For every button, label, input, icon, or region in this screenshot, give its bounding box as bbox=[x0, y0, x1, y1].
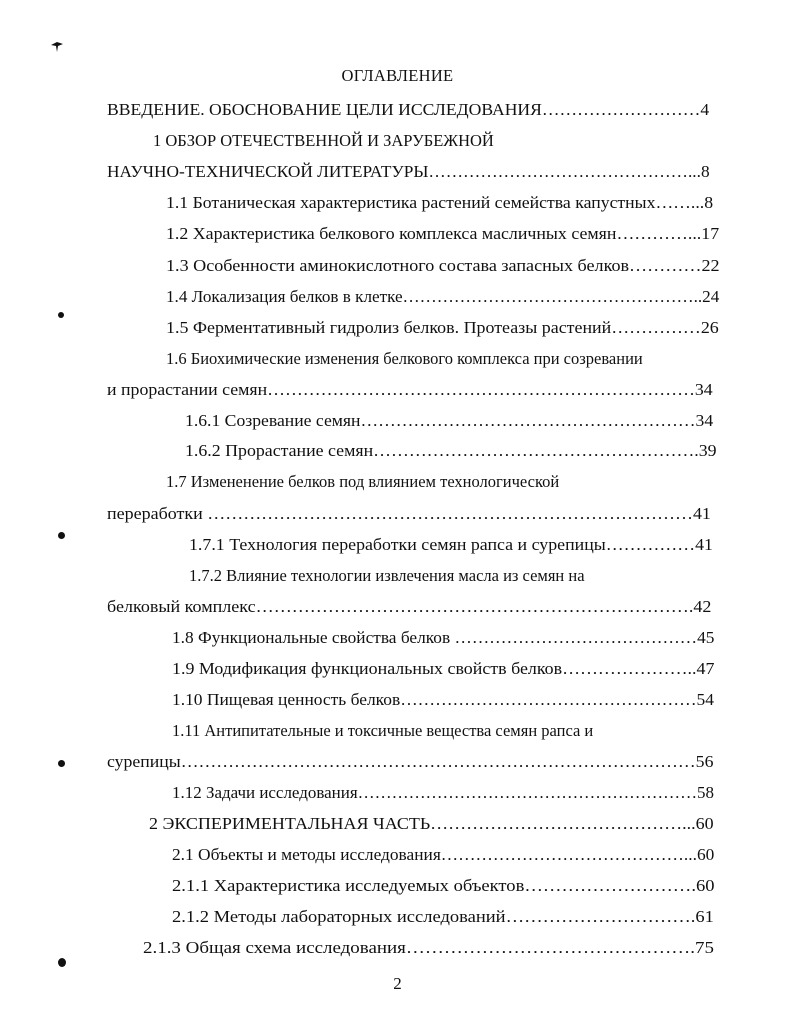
toc-entry-intro: ВВЕДЕНИЕ. ОБОСНОВАНИЕ ЦЕЛИ ИССЛЕДОВАНИЯ………………………4 bbox=[107, 100, 710, 119]
toc-entry-1-1: 1.1 Ботаническая характеристика растений семейства капустных……...8 bbox=[166, 193, 714, 212]
toc-entry-chapter-1-line-1: 1 ОБЗОР ОТЕЧЕСТВЕННОЙ И ЗАРУБЕЖНОЙ bbox=[153, 131, 494, 150]
toc-entry-1-6-line-1: 1.6 Биохимические изменения белкового комплекса при созревании bbox=[166, 349, 643, 368]
toc-entry-1-7-1: 1.7.1 Технология переработки семян рапса и сурепицы……………41 bbox=[189, 535, 713, 554]
toc-entry-1-5: 1.5 Ферментативный гидролиз белков. Протеазы растений……………26 bbox=[166, 318, 719, 337]
toc-entry-2-1-2: 2.1.2 Методы лабораторных исследований………………………….61 bbox=[172, 907, 714, 926]
toc-entry-1-8: 1.8 Функциональные свойства белков ……………………………………45 bbox=[172, 628, 715, 647]
scan-dot-2 bbox=[58, 532, 65, 539]
toc-entry-1-3: 1.3 Особенности аминокислотного состава запасных белков…………22 bbox=[166, 256, 720, 275]
toc-entry-1-4: 1.4 Локализация белков в клетке……………………………………………..24 bbox=[166, 287, 720, 306]
toc-entry-1-7-line-2: переработки ………………………………………………………………………41 bbox=[107, 504, 711, 523]
page-number: 2 bbox=[393, 974, 402, 993]
toc-entry-1-11-line-1: 1.11 Антипитательные и токсичные вещества семян рапса и bbox=[172, 721, 594, 740]
page-title: ОГЛАВЛЕНИЕ bbox=[341, 66, 454, 85]
toc-entry-1-7-2-line-2: белковый комплекс……………………………………………………………….42 bbox=[107, 597, 712, 616]
toc-entry-1-9: 1.9 Модификация функциональных свойств белков…………………..47 bbox=[172, 659, 715, 678]
scan-dot-4 bbox=[58, 958, 66, 967]
toc-entry-1-2: 1.2 Характеристика белкового комплекса масличных семян…………...17 bbox=[166, 224, 720, 243]
toc-entry-2-1-1: 2.1.1 Характеристика исследуемых объектов……………………….60 bbox=[172, 876, 715, 895]
toc-entry-1-7-line-1: 1.7 Измененение белков под влиянием технологической bbox=[166, 472, 560, 491]
toc-entry-chapter-1-line-2: НАУЧНО-ТЕХНИЧЕСКОЙ ЛИТЕРАТУРЫ………………………………………...8 bbox=[107, 162, 710, 181]
scan-dot-1 bbox=[58, 312, 64, 318]
toc-entry-1-7-2-line-1: 1.7.2 Влияние технологии извлечения масла из семян на bbox=[189, 566, 585, 585]
toc-entry-2-1-3: 2.1.3 Общая схема исследования……………………………………….75 bbox=[143, 938, 714, 957]
scan-dot-3 bbox=[58, 760, 65, 767]
toc-entry-1-6-line-2: и прорастании семян………………………………………………………………34 bbox=[107, 380, 713, 399]
toc-entry-1-10: 1.10 Пищевая ценность белков……………………………………………54 bbox=[172, 690, 714, 709]
scan-mark-top-icon bbox=[50, 40, 64, 54]
toc-entry-chapter-2: 2 ЭКСПЕРИМЕНТАЛЬНАЯ ЧАСТЬ……………………………………...60 bbox=[149, 814, 714, 833]
toc-entry-1-6-1: 1.6.1 Созревание семян…………………………………………………34 bbox=[185, 411, 714, 430]
toc-entry-2-1: 2.1 Объекты и методы исследования……………………………………...60 bbox=[172, 845, 715, 864]
toc-entry-1-11-line-2: сурепицы……………………………………………………………………………56 bbox=[107, 752, 714, 771]
toc-entry-1-6-2: 1.6.2 Прорастание семян……………………………………………….39 bbox=[185, 441, 717, 460]
toc-entry-1-12: 1.12 Задачи исследования……………………………………………………58 bbox=[172, 783, 715, 802]
